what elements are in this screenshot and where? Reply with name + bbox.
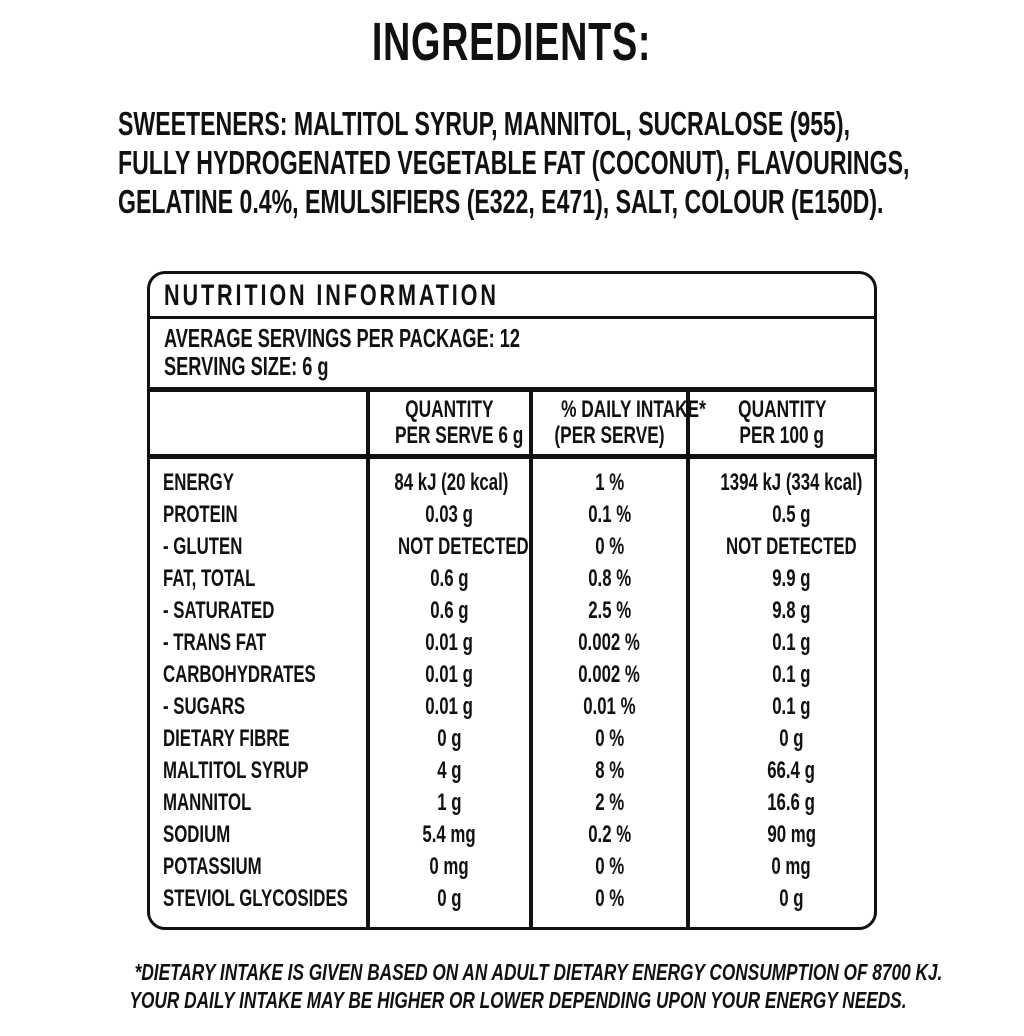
row-per-100g-value: 9.9 g	[686, 563, 877, 595]
servings-per-package: AVERAGE SERVINGS PER PACKAGE: 12	[164, 323, 520, 353]
ingredients-heading: INGREDIENTS:	[372, 12, 652, 72]
ingredients-line-3: GELATINE 0.4%, EMULSIFIERS (E322, E471), SALT, COLOUR (E150D).	[118, 183, 884, 220]
row-per-100g-value: 0.1 g	[686, 659, 877, 691]
row-per-serve-value: 0.01 g	[366, 691, 529, 723]
nutrition-label-page	[0, 12, 1024, 1014]
row-daily-intake-value: 0 %	[529, 883, 686, 927]
row-per-100g-value: 0.1 g	[686, 691, 877, 723]
ingredients-line-2: FULLY HYDROGENATED VEGETABLE FAT (COCONUT), FLAVOURINGS,	[118, 144, 910, 181]
row-per-serve-value: 0.6 g	[366, 595, 529, 627]
row-per-serve-value: 0.6 g	[366, 563, 529, 595]
row-label: - TRANS FAT	[163, 629, 267, 656]
row-per-serve-value: 0 g	[366, 883, 529, 927]
row-daily-intake-value: 0.01 %	[529, 691, 686, 723]
row-per-100g-value: 0.5 g	[686, 499, 877, 531]
row-daily-intake-value: 0.002 %	[529, 659, 686, 691]
footnote-line-1: *DIETARY INTAKE IS GIVEN BASED ON AN ADULT DIETARY ENERGY CONSUMPTION OF 8700 KJ.	[134, 959, 943, 985]
row-per-100g-value: 0.1 g	[686, 627, 877, 659]
row-per-100g-value: 0 g	[686, 883, 877, 927]
serving-size: SERVING SIZE: 6 g	[164, 351, 329, 381]
row-label: - SUGARS	[163, 693, 246, 720]
row-per-100g-value: 1394 kJ (334 kcal)	[686, 459, 877, 499]
row-label: POTASSIUM	[163, 853, 262, 880]
row-label: - SATURATED	[163, 597, 275, 624]
nutrition-table-body	[150, 459, 874, 927]
row-per-serve-value: 5.4 mg	[366, 819, 529, 851]
row-daily-intake-value: 0 %	[529, 723, 686, 755]
ingredients-paragraph	[118, 104, 1024, 221]
row-per-100g-value: 0 g	[686, 723, 877, 755]
nutrition-information-table	[147, 271, 877, 930]
row-daily-intake-value: 8 %	[529, 755, 686, 787]
page-title	[0, 12, 1024, 72]
header-daily-intake: % DAILY INTAKE* (PER SERVE)	[529, 392, 686, 454]
row-per-serve-value: 0.03 g	[366, 499, 529, 531]
row-daily-intake-value: 2 %	[529, 787, 686, 819]
row-per-100g-value: 66.4 g	[686, 755, 877, 787]
row-label: PROTEIN	[163, 501, 238, 528]
row-daily-intake-value: 2.5 %	[529, 595, 686, 627]
row-per-100g-value: 90 mg	[686, 819, 877, 851]
footnote-line-2: YOUR DAILY INTAKE MAY BE HIGHER OR LOWER DEPENDING UPON YOUR ENERGY NEEDS.	[129, 987, 907, 1013]
row-label: DIETARY FIBRE	[163, 725, 290, 752]
header-quantity-per-100g: QUANTITY PER 100 g	[686, 392, 874, 454]
row-per-serve-value: 0 g	[366, 723, 529, 755]
row-label: SODIUM	[163, 821, 231, 848]
header-empty-cell	[150, 392, 366, 454]
row-per-serve-value: 0 mg	[366, 851, 529, 883]
row-label: FAT, TOTAL	[163, 565, 256, 592]
header-quantity-per-serve: QUANTITY PER SERVE 6 g	[366, 392, 529, 454]
table-header-row	[150, 392, 874, 459]
row-daily-intake-value: 0 %	[529, 851, 686, 883]
row-per-100g-value: 9.8 g	[686, 595, 877, 627]
servings-info	[150, 319, 874, 392]
row-label: - GLUTEN	[163, 533, 243, 560]
row-per-100g-value: 16.6 g	[686, 787, 877, 819]
row-per-serve-value: 1 g	[366, 787, 529, 819]
row-per-serve-value: 84 kJ (20 kcal)	[366, 459, 529, 499]
row-daily-intake-value: 0 %	[529, 531, 686, 563]
row-daily-intake-value: 0.8 %	[529, 563, 686, 595]
row-label: STEVIOL GLYCOSIDES	[163, 885, 348, 912]
nutrition-table-title: NUTRITION INFORMATION	[150, 274, 874, 319]
ingredients-line-1: SWEETENERS: MALTITOL SYRUP, MANNITOL, SUCRALOSE (955),	[118, 105, 851, 142]
dietary-intake-footnote	[0, 958, 1024, 1014]
row-per-serve-value: NOT DETECTED	[366, 531, 529, 563]
row-daily-intake-value: 0.1 %	[529, 499, 686, 531]
row-per-serve-value: 0.01 g	[366, 627, 529, 659]
row-label: ENERGY	[163, 469, 234, 496]
row-per-100g-value: 0 mg	[686, 851, 877, 883]
row-per-serve-value: 0.01 g	[366, 659, 529, 691]
row-label: MANNITOL	[163, 789, 252, 816]
row-label: MALTITOL SYRUP	[163, 757, 309, 784]
row-label: CARBOHYDRATES	[163, 661, 316, 688]
row-daily-intake-value: 1 %	[529, 459, 686, 499]
row-per-100g-value: NOT DETECTED	[686, 531, 877, 563]
row-per-serve-value: 4 g	[366, 755, 529, 787]
row-daily-intake-value: 0.002 %	[529, 627, 686, 659]
row-daily-intake-value: 0.2 %	[529, 819, 686, 851]
